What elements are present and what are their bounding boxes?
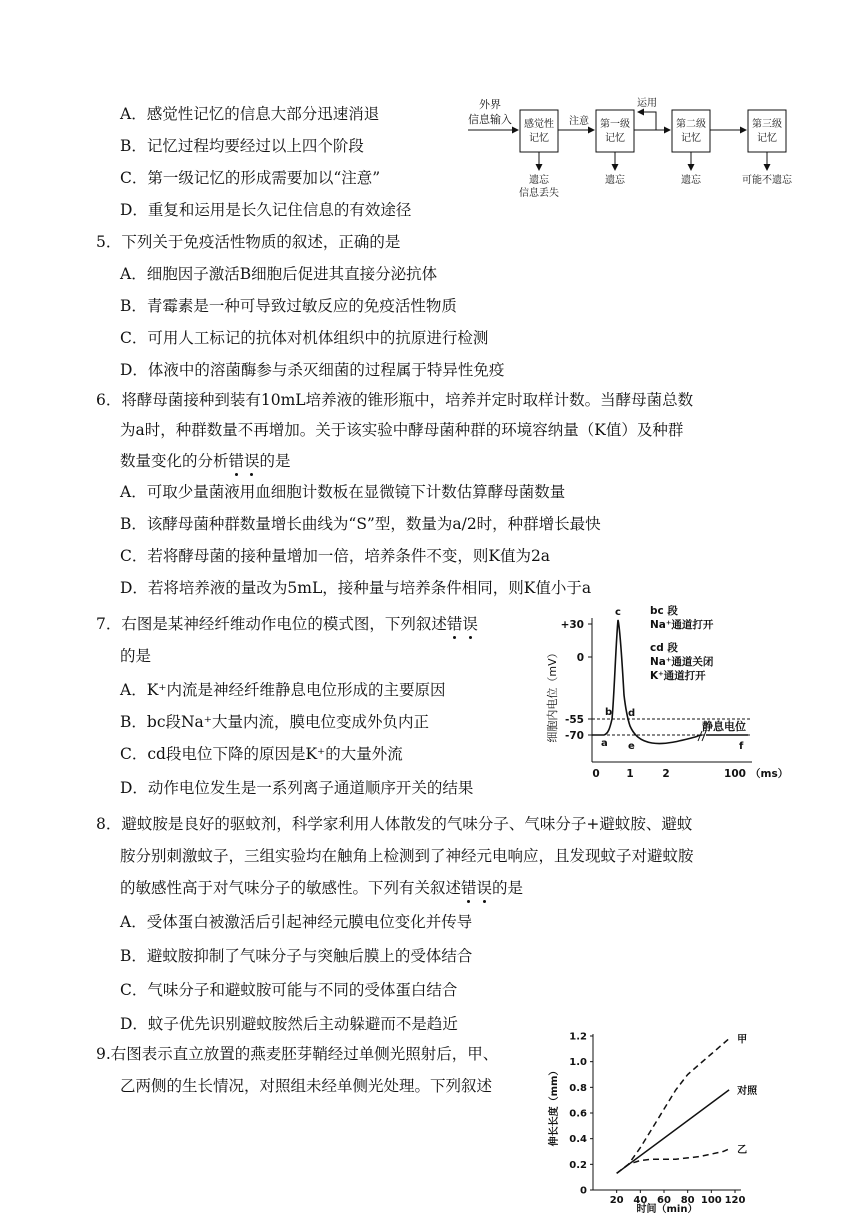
q8-option-b: B．避蚊胺抑制了气味分子与突触后膜上的受体结合: [120, 947, 473, 965]
q5-option-d: D．体液中的溶菌酶参与杀灭细菌的过程属于特异性免疫: [120, 361, 505, 379]
q6-stem-line2: 为a时，种群数量不再增加。关于该实验中酵母菌种群的环境容纳量（K值）及种群: [120, 421, 684, 439]
ap-ylabel: 细胞内电位（mV）: [546, 647, 559, 743]
svg-text:记忆: 记忆: [529, 133, 549, 144]
series-label-甲: 甲: [737, 1034, 748, 1046]
action-potential-figure: [530, 600, 790, 785]
q8-option-d: D．蚊子优先识别避蚊胺然后主动躲避而不是趋近: [120, 1015, 458, 1033]
q9-stem-line2: 乙两侧的生长情况，对照组未经单侧光处理。下列叙述: [120, 1077, 493, 1095]
svg-text:cd 段: cd 段: [650, 642, 678, 654]
box-sensory: [520, 110, 558, 152]
q8-stem-line2: 胺分别刺激蚊子，三组实验均在触角上检测到了神经元电响应，且发现蚊子对避蚊胺: [120, 847, 694, 865]
svg-text:0: 0: [576, 652, 584, 664]
svg-text:记忆: 记忆: [605, 133, 625, 144]
series-line-对照: [617, 1090, 729, 1173]
q7-stem-line1: 7．右图是某神经纤维动作电位的模式图，下列叙述错误: [96, 615, 478, 633]
svg-text:记忆: 记忆: [681, 133, 701, 144]
x-tick-label: 40: [633, 1195, 648, 1206]
q4-option-b: B．记忆过程均要经过以上四个阶段: [120, 137, 364, 155]
y-tick-label: 0.8: [569, 1082, 587, 1094]
q6-option-d: D．若将培养液的量改为5mL，接种量与培养条件相同，则K值小于a: [120, 579, 592, 597]
use-label: 运用: [637, 98, 657, 109]
chart-ylabel: 伸长长度（mm）: [549, 1065, 560, 1147]
x-tick-label: 120: [724, 1195, 746, 1206]
svg-text:遗忘: 遗忘: [529, 175, 549, 186]
x-tick-label: 80: [680, 1195, 695, 1206]
q4-option-a: A．感觉性记忆的信息大部分迅速消退: [120, 105, 380, 123]
svg-text:Na⁺通道关闭: Na⁺通道关闭: [650, 656, 714, 668]
svg-text:信息丢失: 信息丢失: [519, 188, 559, 199]
q8-option-a: A．受体蛋白被激活后引起神经元膜电位变化并传导: [120, 913, 473, 931]
svg-text:b: b: [605, 707, 613, 718]
svg-text:感觉性: 感觉性: [524, 119, 554, 130]
q5-option-b: B．青霉素是一种可导致过敏反应的免疫活性物质: [120, 297, 457, 315]
series-label-对照: 对照: [737, 1085, 758, 1097]
q6-option-c: C．若将酵母菌的接种量增加一倍，培养条件不变，则K值为2a: [120, 547, 551, 565]
svg-text:a: a: [601, 738, 608, 749]
svg-text:2: 2: [662, 768, 670, 780]
q5-option-c: C．可用人工标记的抗体对机体组织中的抗原进行检测: [120, 329, 489, 347]
series-line-甲: [617, 1039, 729, 1174]
svg-text:遗忘: 遗忘: [605, 175, 625, 186]
q5-option-a: A．细胞因子激活B细胞后促进其直接分泌抗体: [120, 265, 438, 283]
svg-text:记忆: 记忆: [757, 133, 777, 144]
series-label-乙: 乙: [737, 1144, 748, 1156]
svg-text:bc 段: bc 段: [650, 605, 678, 617]
q4-option-d: D．重复和运用是长久记住信息的有效途径: [120, 201, 412, 219]
svg-text:-70: -70: [565, 730, 584, 742]
svg-text:第一级: 第一级: [600, 119, 630, 130]
svg-text:e: e: [628, 741, 635, 752]
q8-stem-line1: 8．避蚊胺是良好的驱蚊剂，科学家利用人体散发的气味分子、气味分子+避蚊胺、避蚊: [96, 815, 693, 833]
y-tick-label: 0.2: [569, 1159, 587, 1171]
svg-text:遗忘: 遗忘: [681, 175, 701, 186]
growth-chart: [545, 1022, 760, 1214]
q6-stem-line1: 6．将酵母菌接种到装有10mL培养液的锥形瓶中，培养并定时取样计数。当酵母菌总数: [96, 391, 694, 409]
svg-text:静息电位: 静息电位: [702, 720, 746, 733]
y-tick-label: 1.2: [569, 1031, 587, 1043]
box-first: [596, 110, 634, 152]
q9-stem-line1: 9.右图表示直立放置的燕麦胚芽鞘经过单侧光照射后，甲、: [96, 1045, 499, 1063]
svg-text:Na⁺通道打开: Na⁺通道打开: [650, 619, 714, 631]
y-tick-label: 0.6: [569, 1108, 587, 1120]
y-tick-label: 1.0: [569, 1057, 587, 1069]
svg-text:100: 100: [724, 768, 746, 780]
y-tick-label: 0.4: [569, 1134, 587, 1146]
svg-text:1: 1: [626, 768, 634, 780]
q7-stem-line2: 的是: [120, 647, 152, 665]
q7-option-d: D．动作电位发生是一系列离子通道顺序开关的结果: [120, 779, 474, 797]
svg-text:第二级: 第二级: [676, 119, 706, 130]
q7-option-c: C．cd段电位下降的原因是K⁺的大量外流: [120, 745, 403, 763]
svg-text:可能不遗忘: 可能不遗忘: [742, 175, 792, 186]
box-second: [672, 110, 710, 152]
svg-text:0: 0: [592, 768, 600, 780]
x-tick-label: 60: [657, 1195, 671, 1206]
svg-text:c: c: [615, 607, 621, 618]
q6-option-b: B．该酵母菌种群数量增长曲线为“S”型，数量为a/2时，种群增长最快: [120, 515, 601, 533]
svg-text:-55: -55: [565, 714, 584, 726]
svg-text:（ms）: （ms）: [750, 768, 789, 780]
q7-option-b: B．bc段Na⁺大量内流，膜电位变成外负内正: [120, 713, 429, 731]
q5-stem: 5．下列关于免疫活性物质的叙述，正确的是: [96, 233, 401, 251]
svg-text:K⁺通道打开: K⁺通道打开: [650, 670, 706, 682]
svg-text:第三级: 第三级: [752, 119, 782, 130]
chart-xlabel: 时间（min）: [636, 1204, 698, 1214]
svg-text:f: f: [739, 741, 744, 752]
q8-option-c: C．气味分子和避蚊胺可能与不同的受体蛋白结合: [120, 981, 458, 999]
svg-text:d: d: [628, 708, 636, 719]
q7-option-a: A．K⁺内流是神经纤维静息电位形成的主要原因: [120, 681, 446, 699]
memory-diagram: [460, 92, 800, 202]
q4-option-c: C．第一级记忆的形成需要加以“注意”: [120, 169, 381, 187]
x-tick-label: 20: [609, 1195, 624, 1206]
q8-stem-line3: 的敏感性高于对气味分子的敏感性。下列有关叙述错误的是: [120, 879, 524, 897]
input-label-1: 外界: [479, 98, 501, 111]
box-third: [748, 110, 786, 152]
x-tick-label: 100: [700, 1195, 722, 1206]
y-tick-label: 0: [580, 1185, 587, 1197]
input-label-2: 信息输入: [468, 113, 512, 126]
q6-option-a: A．可取少量菌液用血细胞计数板在显微镜下计数估算酵母菌数量: [120, 483, 566, 501]
q6-stem-line3: 数量变化的分析错误的是: [120, 452, 291, 470]
attention-label: 注意: [569, 116, 589, 127]
svg-text:+30: +30: [560, 619, 584, 631]
